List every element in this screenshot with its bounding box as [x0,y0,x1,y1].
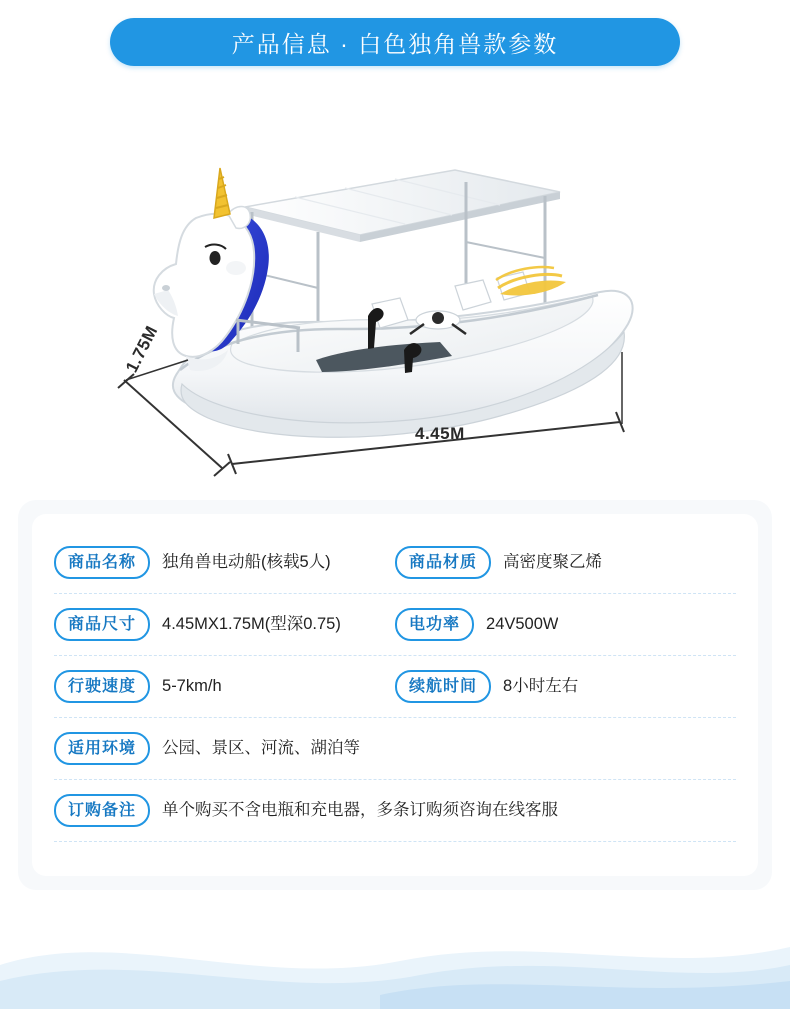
spec-item-speed [54,656,395,717]
spec-value: 独角兽电动船(核载5人) [162,552,331,571]
table-row [54,656,736,718]
boat-canopy [245,170,560,242]
spec-label: 商品名称 [54,546,150,580]
dimension-width-label: 1.75M [122,322,162,376]
spec-value: 公园、景区、河流、湖泊等 [162,738,361,757]
spec-value: 24V500W [486,614,559,633]
table-row [54,780,736,842]
spec-item-product-name [54,532,395,593]
spec-item-material [395,532,736,593]
spec-label: 电功率 [395,608,474,642]
table-row [54,532,736,594]
spec-card [18,500,772,890]
spec-item-endurance [395,656,736,717]
spec-item-environment [54,718,736,779]
spec-value: 高密度聚乙烯 [503,552,603,571]
spec-label: 续航时间 [395,670,491,704]
spec-value: 4.45MX1.75M(型深0.75) [162,614,341,633]
page-title-banner [110,18,680,66]
table-row [54,718,736,780]
spec-label: 商品材质 [395,546,491,580]
spec-value: 8小时左右 [503,676,579,695]
decorative-waves [0,869,790,1009]
spec-label: 订购备注 [54,794,150,828]
dimension-length-label: 4.45M [415,424,465,443]
table-row [54,594,736,656]
spec-value: 5-7km/h [162,676,222,695]
spec-item-size [54,594,395,655]
product-image [0,72,790,492]
spec-label: 行驶速度 [54,670,150,704]
spec-label: 适用环境 [54,732,150,766]
spec-item-order-note [54,780,736,841]
page-title: 产品信息 · 白色独角兽款参数 [231,30,559,57]
spec-table [32,514,758,876]
spec-item-power [395,594,736,655]
spec-label: 商品尺寸 [54,608,150,642]
boat-illustration-svg [0,72,790,492]
unicorn-horn [214,168,230,218]
wave-graphic [0,869,790,1009]
spec-value: 单个购买不含电瓶和充电器，多条订购须咨询在线客服 [162,800,559,819]
